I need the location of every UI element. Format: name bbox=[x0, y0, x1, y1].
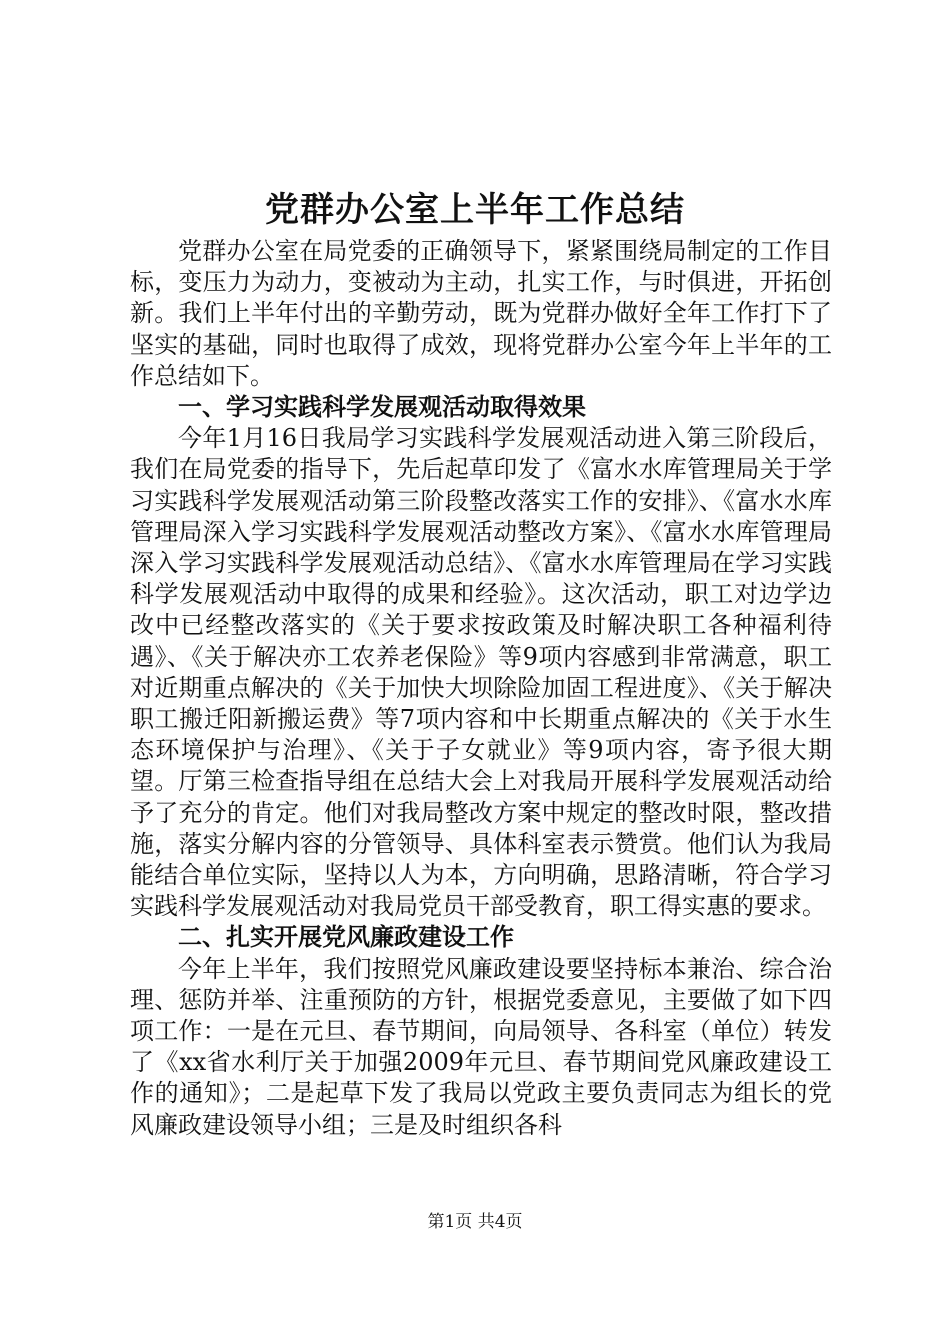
section-1-heading: 一、学习实践科学发展观活动取得效果 bbox=[178, 393, 586, 422]
section-2-heading: 二、扎实开展党风廉政建设工作 bbox=[178, 923, 514, 952]
page-footer: 第1页 共4页 bbox=[427, 1212, 523, 1232]
intro-paragraph: 党群办公室在局党委的正确领导下，紧紧围绕局制定的工作目标，变压力为动力，变被动为主动，扎实工作，与时俱进，开拓创新。我们上半年付出的辛勤劳动，既为党群办做好全年工作打下了坚实的基础，同时也取得了成效，现将党群办公室今年上半年的工作总结如下。 bbox=[130, 237, 832, 390]
document-body bbox=[130, 236, 832, 1141]
section-2-paragraph: 今年上半年，我们按照党风廉政建设要坚持标本兼治、综合治理、惩防并举、注重预防的方针，根据党委意见，主要做了如下四项工作：一是在元旦、春节期间，向局领导、各科室（单位）转发了《xx省水利厅关于加强2009年元旦、春节期间党风廉政建设工作的通知》；二是起草下发了我局以党政主要负责同志为组长的党风廉政建设领导小组；三是及时组织各科 bbox=[130, 954, 832, 1139]
section-1-paragraph: 今年1月16日我局学习实践科学发展观活动进入第三阶段后，我们在局党委的指导下，先后起草印发了《富水水库管理局关于学习实践科学发展观活动第三阶段整改落实工作的安排》、《富水水库管理局深入学习实践科学发展观活动整改方案》、《富水水库管理局深入学习实践科学发展观活动总结》、《富水水库管理局在学习实践科学发展观活动中取得的成果和经验》。这次活动，职工对边学边改中已经整改落实的《关于要求按政策及时解决职工各种福利待遇》、《关于解决亦工农养老保险》等9项内容感到非常满意，职工对近期重点解决的《关于加快大坝除险加固工程进度》、《关于解决职工搬迁阳新搬运费》等7项内容和中长期重点解决的《关于水生态环境保护与治理》、《关于子女就业》等9项内容，寄予很大期望。厅第三检查指导组在总结大会上对我局开展科学发展观活动给予了充分的肯定。他们对我局整改方案中规定的整改时限，整改措施，落实分解内容的分管领导、具体科室表示赞赏。他们认为我局能结合单位实际，坚持以人为本，方向明确，思路清晰，符合学习实践科学发展观活动对我局党员干部受教育，职工得实惠的要求。 bbox=[130, 424, 832, 921]
document-title: 党群办公室上半年工作总结 bbox=[265, 190, 685, 230]
